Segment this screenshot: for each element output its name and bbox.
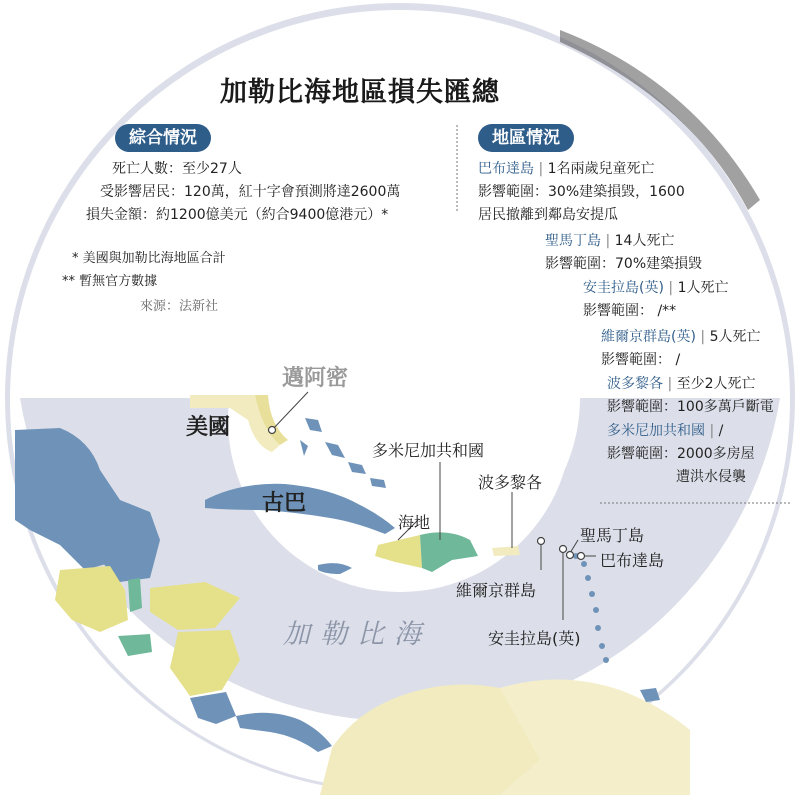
region-dominican-name: 多米尼加共和國: [607, 423, 705, 439]
region-anguilla-deaths: 1人死亡: [677, 280, 729, 296]
map-label-sea: 加勒比海: [283, 619, 431, 650]
region-barbuda-impact-1: 影響範圍：30%建築損毀，1600: [478, 184, 685, 200]
region-bvi-sep: |: [700, 329, 706, 345]
region-anguilla-impact: 影響範圍： /**: [583, 303, 677, 319]
anguilla-dot: [560, 546, 567, 553]
region-barbuda-impact-2: 居民撤離到鄰島安提瓜: [478, 207, 618, 223]
summary-note-2: ** 暫無官方數據: [62, 274, 158, 289]
map-label-puerto-rico: 波多黎各: [478, 473, 543, 492]
region-dominican-impact-1: 影響範圍：2000多房屋: [607, 446, 755, 462]
region-dominican: [607, 422, 723, 440]
region-puerto-rico-sep: |: [667, 376, 673, 392]
summary-source: 來源：法新社: [140, 299, 219, 314]
summary-note-1: * 美國與加勒比海地區合計: [72, 251, 226, 266]
st-martin-dot: [567, 552, 574, 559]
region-dominican-sep: |: [709, 423, 715, 439]
venezuela-land: [500, 679, 690, 795]
virgin-dot: [538, 538, 545, 545]
region-st-martin-name: 聖馬丁島: [545, 233, 601, 249]
region-anguilla-sep: |: [668, 280, 674, 296]
map-label-dominican: 多米尼加共和國: [372, 441, 485, 460]
map-label-virgin-islands: 維爾京群島: [456, 581, 537, 600]
map-label-usa: 美國: [186, 414, 231, 440]
region-puerto-rico-name: 波多黎各: [607, 376, 663, 392]
belize-land: [128, 578, 142, 612]
region-barbuda: [478, 160, 655, 178]
region-dominican-impact-2: 遭洪水侵襲: [676, 469, 746, 485]
region-st-martin-sep: |: [605, 233, 611, 249]
summary-header: 綜合情況: [115, 124, 211, 152]
region-st-martin-impact: 影響範圍：70%建築損毀: [545, 256, 703, 272]
miami-dot: [269, 427, 276, 434]
map-label-haiti: 海地: [398, 513, 431, 532]
region-st-martin-deaths: 14人死亡: [614, 233, 675, 249]
summary-affected: 受影響居民：120萬，紅十字會預測將達2600萬: [100, 184, 401, 200]
region-bvi: [601, 328, 760, 346]
region-st-martin: [545, 232, 674, 250]
region-puerto-rico-deaths: 至少2人死亡: [676, 376, 756, 392]
map-label-st-martin: 聖馬丁島: [580, 526, 645, 545]
region-barbuda-sep: |: [538, 161, 544, 177]
region-barbuda-name: 巴布達島: [478, 161, 534, 177]
map-label-barbuda: 巴布達島: [600, 551, 665, 570]
region-puerto-rico-impact: 影響範圍：100多萬戶斷電: [607, 399, 774, 415]
region-bvi-impact: 影響範圍： /: [601, 352, 681, 368]
map-label-anguilla: 安圭拉島(英): [488, 629, 581, 648]
region-bvi-name: 維爾京群島(英): [601, 329, 696, 345]
summary-loss: 損失金額：約1200億美元（約合9400億港元）*: [86, 207, 389, 223]
map-label-miami: 邁阿密: [282, 365, 349, 391]
region-anguilla-name: 安圭拉島(英): [583, 280, 664, 296]
map-label-cuba: 古巴: [262, 490, 307, 516]
regions-header: 地區情況: [478, 124, 574, 152]
region-dominican-deaths: /: [718, 423, 724, 439]
region-puerto-rico: [607, 375, 756, 393]
page-title: 加勒比海地區損失匯總: [220, 77, 500, 108]
summary-deaths: 死亡人數：至少27人: [112, 161, 242, 177]
barbuda-dot: [578, 553, 585, 560]
region-bvi-deaths: 5人死亡: [709, 329, 761, 345]
region-anguilla: [583, 279, 728, 297]
region-barbuda-deaths: 1名兩歲兒童死亡: [547, 161, 655, 177]
